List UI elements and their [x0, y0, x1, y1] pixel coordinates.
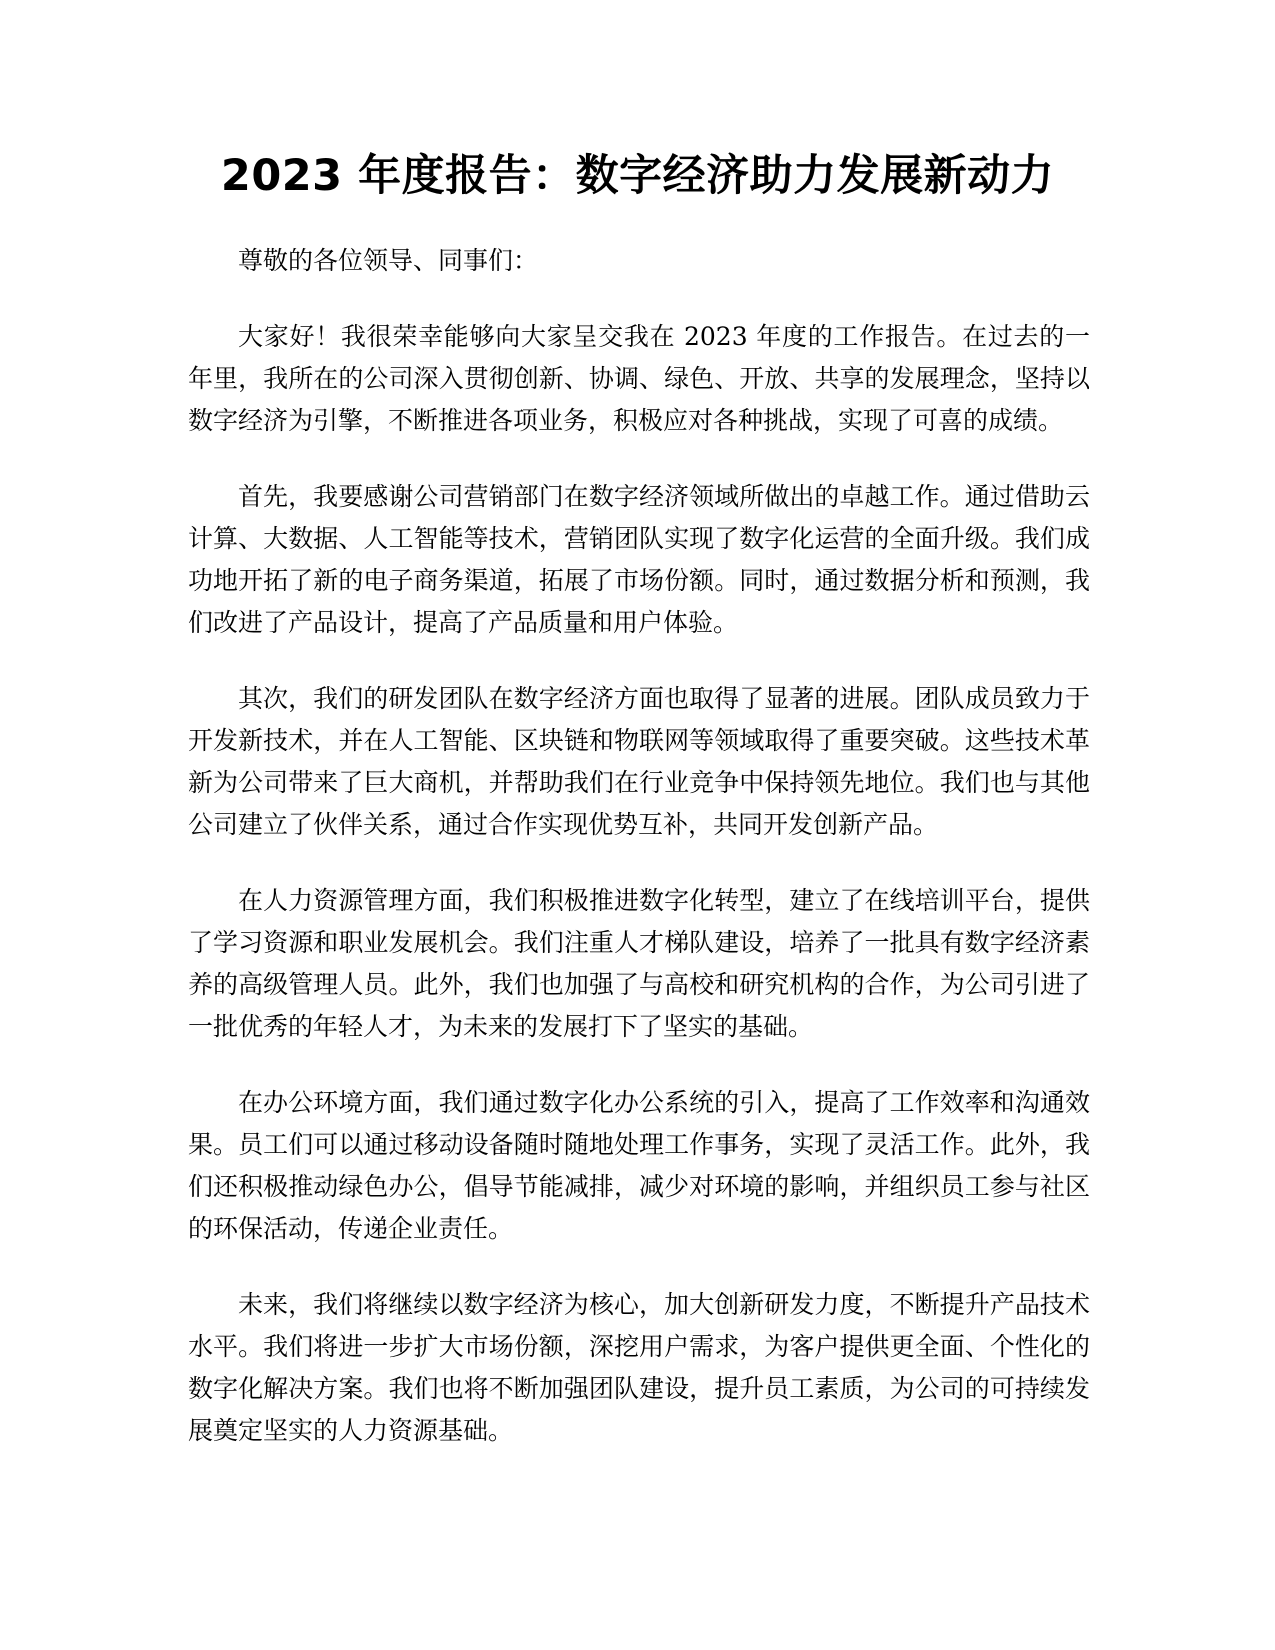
paragraph-marketing: 首先，我要感谢公司营销部门在数字经济领域所做出的卓越工作。通过借助云计算、大数据、人工智能等技术，营销团队实现了数字化运营的全面升级。我们成功地开拓了新的电子商务渠道，拓展了市场份额。同时，通过数据分析和预测，我们改进了产品设计，提高了产品质量和用户体验。: [188, 482, 1090, 637]
paragraph-future: 未来，我们将继续以数字经济为核心，加大创新研发力度，不断提升产品技术水平。我们将进一步扩大市场份额，深挖用户需求，为客户提供更全面、个性化的数字化解决方案。我们也将不断加强团队建设，提升员工素质，为公司的可持续发展奠定坚实的人力资源基础。: [188, 1290, 1090, 1445]
paragraph-intro: 大家好！我很荣幸能够向大家呈交我在 2023 年度的工作报告。在过去的一年里，我所在的公司深入贯彻创新、协调、绿色、开放、共享的发展理念，坚持以数字经济为引擎，不断推进各项业务，积极应对各种挑战，实现了可喜的成绩。: [188, 322, 1090, 435]
document-title: 2023 年度报告：数字经济助力发展新动力: [220, 151, 1055, 201]
paragraph-office-environment: 在办公环境方面，我们通过数字化办公系统的引入，提高了工作效率和沟通效果。员工们可以通过移动设备随时随地处理工作事务，实现了灵活工作。此外，我们还积极推动绿色办公，倡导节能减排，减少对环境的影响，并组织员工参与社区的环保活动，传递企业责任。: [188, 1088, 1090, 1243]
paragraph-human-resources: 在人力资源管理方面，我们积极推进数字化转型，建立了在线培训平台，提供了学习资源和职业发展机会。我们注重人才梯队建设，培养了一批具有数字经济素养的高级管理人员。此外，我们也加强了与高校和研究机构的合作，为公司引进了一批优秀的年轻人才，为未来的发展打下了坚实的基础。: [188, 886, 1090, 1041]
paragraph-greeting: 尊敬的各位领导、同事们：: [238, 246, 539, 275]
document-body: [188, 240, 1090, 1486]
paragraph-research: 其次，我们的研发团队在数字经济方面也取得了显著的进展。团队成员致力于开发新技术，并在人工智能、区块链和物联网等领域取得了重要突破。这些技术革新为公司带来了巨大商机，并帮助我们在行业竞争中保持领先地位。我们也与其他公司建立了伙伴关系，通过合作实现优势互补，共同开发创新产品。: [188, 684, 1090, 839]
